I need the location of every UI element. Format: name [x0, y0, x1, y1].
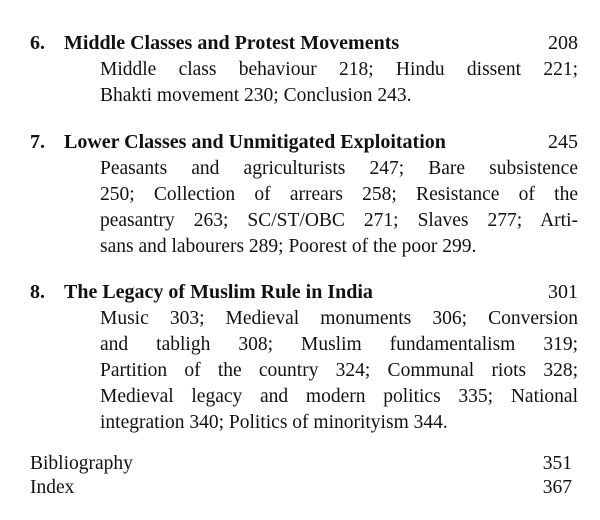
subtopic-line: integration 340; Politics of minorityism 344. — [100, 412, 448, 433]
backmatter-page-number: 351 — [542, 453, 572, 474]
subtopic-line: Music 303; Medieval monuments 306; Conversion — [100, 308, 578, 329]
subtopic-line: Peasants and agriculturists 247; Bare subsistence — [100, 158, 578, 179]
subtopic-line: Middle class behaviour 218; Hindu dissent 221; — [100, 59, 578, 80]
chapter-title: Lower Classes and Unmitigated Exploitation — [64, 131, 446, 153]
chapter-heading — [30, 29, 578, 57]
backmatter-page-number: 367 — [542, 477, 572, 498]
chapter-subtopics — [100, 156, 578, 260]
toc-bibliography — [30, 453, 572, 475]
toc-chapter-8 — [30, 278, 578, 433]
chapter-title: Middle Classes and Protest Movements — [64, 32, 400, 54]
subtopic-line: Medieval legacy and modern politics 335; National — [100, 386, 578, 407]
chapter-subtopics — [100, 306, 578, 436]
chapter-number: 8. — [30, 281, 45, 303]
toc-index — [30, 477, 572, 499]
subtopic-line: Bhakti movement 230; Conclusion 243. — [100, 85, 412, 106]
subtopic-line: sans and labourers 289; Poorest of the poor 299. — [100, 236, 477, 257]
chapter-number: 7. — [30, 131, 45, 153]
chapter-page-number: 301 — [548, 281, 578, 303]
backmatter-label: Index — [30, 477, 75, 498]
chapter-heading — [30, 128, 578, 156]
subtopic-line: 250; Collection of arrears 258; Resistance of the — [100, 184, 578, 205]
subtopic-line: and tabligh 308; Muslim fundamentalism 319; — [100, 334, 578, 355]
toc-chapter-7 — [30, 128, 578, 257]
chapter-subtopics — [100, 57, 578, 109]
toc-chapter-6 — [30, 29, 578, 106]
subtopic-line: Partition of the country 324; Communal riots 328; — [100, 360, 578, 381]
chapter-heading — [30, 278, 578, 306]
subtopic-line: peasantry 263; SC/ST/OBC 271; Slaves 277; Arti- — [100, 210, 578, 231]
chapter-page-number: 208 — [548, 32, 578, 54]
chapter-number: 6. — [30, 32, 45, 54]
chapter-title: The Legacy of Muslim Rule in India — [64, 281, 373, 303]
chapter-page-number: 245 — [548, 131, 578, 153]
backmatter-label: Bibliography — [30, 453, 133, 474]
